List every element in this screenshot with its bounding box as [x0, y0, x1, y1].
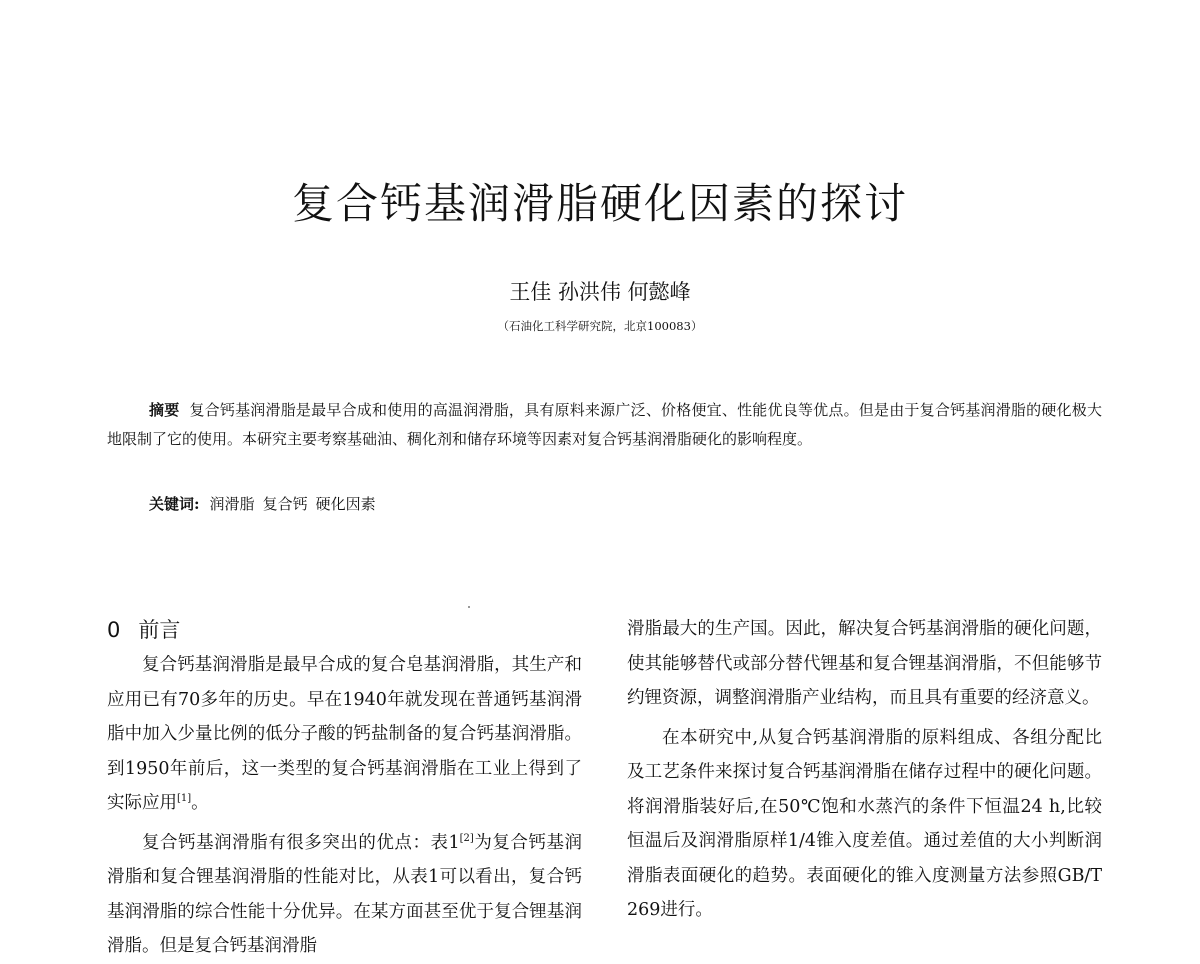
keywords [149, 490, 384, 519]
body-paragraph [107, 826, 582, 964]
abstract-text: 复合钙基润滑脂是最早合成和使用的高温润滑脂，具有原料来源广泛、价格便宜、性能优良等优点。但是由于复合钙基润滑脂的硬化极大地限制了它的使用。本研究主要考察基础油、稠化剂和储存环境等因素对复合钙基润滑脂硬化的影响程度。 [107, 401, 1102, 448]
keywords-label: 关键词: [149, 495, 200, 513]
section-title: 前言 [138, 618, 181, 642]
author-list: 王佳 孙洪伟 何懿峰 [509, 280, 691, 304]
keyword-item: 复合钙 [262, 495, 308, 513]
abstract-label: 摘要 [149, 401, 180, 419]
body-paragraph: 滑脂最大的生产国。因此，解决复合钙基润滑脂的硬化问题，使其能够替代或部分替代锂基和复合锂基润滑脂，不但能够节约锂资源，调整润滑脂产业结构，而且具有重要的经济意义。 [627, 619, 1102, 708]
paragraph-text: 为复合钙基润滑脂和复合锂基润滑脂的性能对比，从表1可以看出，复合钙基润滑脂的综合性能十分优异。在某方面甚至优于复合锂基润滑脂。但是复合钙基润滑脂 [107, 832, 582, 956]
section-number: 0 [107, 618, 121, 642]
left-column [107, 612, 582, 964]
citation-ref: [2] [459, 832, 474, 844]
abstract [107, 396, 1102, 454]
paragraph-text: 复合钙基润滑脂有很多突出的优点：表1 [142, 832, 460, 853]
paragraph-text: 复合钙基润滑脂是最早合成的复合皂基润滑脂，其生产和应用已有70多年的历史。早在1940年就发现在普通钙基润滑脂中加入少量比例的低分子酸的钙盐制备的复合钙基润滑脂。到1950年前后，这一类型的复合钙基润滑脂在工业上得到了实际应用 [107, 655, 582, 813]
keyword-item: 硬化因素 [315, 495, 376, 513]
affiliation: （石油化工科学研究院，北京100083） [497, 319, 703, 333]
citation-ref: [1] [177, 793, 192, 805]
section-heading [107, 612, 582, 648]
paragraph-text: 。 [191, 793, 209, 813]
body-paragraph [107, 648, 582, 821]
body-paragraph: 在本研究中,从复合钙基润滑脂的原料组成、各组分配比及工艺条件来探讨复合钙基润滑脂在储存过程中的硬化问题。将润滑脂装好后,在50℃饱和水蒸汽的条件下恒温24 h,比较恒温后及润滑脂原样1/4锥入度差值。通过差值的大小判断润滑脂表面硬化的趋势。表面硬化的锥入度测量方法参照GB/T 269进行。 [627, 727, 1102, 920]
paper-title: 复合钙基润滑脂硬化因素的探讨 [291, 179, 908, 228]
stray-mark [468, 606, 470, 608]
keyword-item: 润滑脂 [209, 495, 255, 513]
right-column [627, 612, 1102, 928]
